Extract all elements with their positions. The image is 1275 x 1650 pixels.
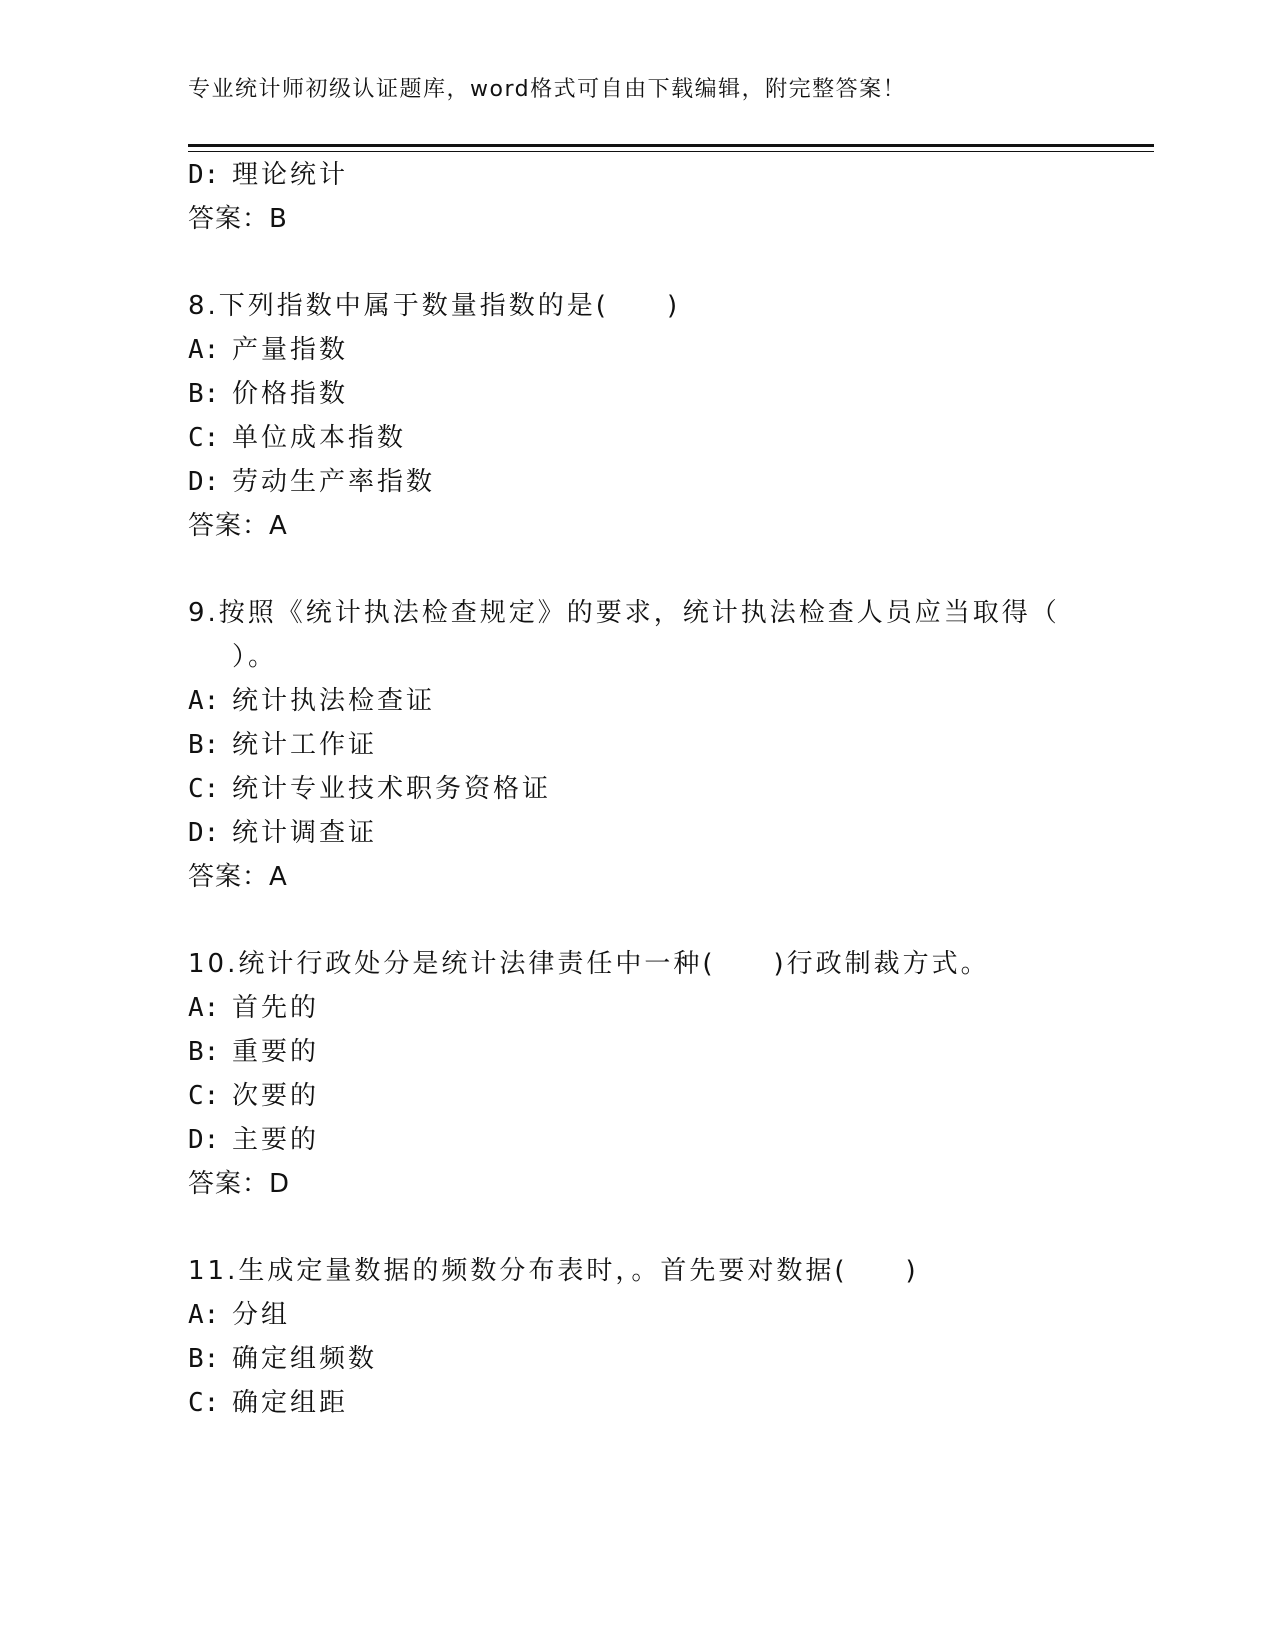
option-key: C: bbox=[188, 423, 220, 453]
q10-option-b bbox=[188, 1037, 319, 1067]
option-key: D: bbox=[188, 1125, 220, 1155]
q10-answer: 答案：D bbox=[188, 1169, 291, 1199]
q11-option-b bbox=[188, 1344, 377, 1374]
q8-option-b bbox=[188, 379, 348, 409]
q10-option-a bbox=[188, 993, 319, 1023]
option-key: C: bbox=[188, 1081, 220, 1111]
option-key: D: bbox=[188, 818, 220, 848]
option-key: B: bbox=[188, 379, 220, 409]
q9-option-c bbox=[188, 774, 551, 804]
header-rule-thin bbox=[188, 151, 1154, 152]
option-text: 分组 bbox=[232, 1300, 291, 1330]
q9-answer: 答案：A bbox=[188, 862, 288, 892]
option-key: B: bbox=[188, 1344, 220, 1374]
option-text: 统计工作证 bbox=[232, 730, 378, 760]
option-text: 次要的 bbox=[232, 1081, 320, 1111]
option-key: C: bbox=[188, 1388, 220, 1418]
option-key: B: bbox=[188, 730, 220, 760]
question-9: 9.按照《统计执法检查规定》的要求，统计执法检查人员应当取得（ bbox=[188, 598, 1060, 628]
option-text: 统计调查证 bbox=[232, 818, 378, 848]
option-text: 理论统计 bbox=[232, 160, 349, 190]
option-text: 首先的 bbox=[232, 993, 320, 1023]
header-rule-thick bbox=[188, 144, 1154, 147]
option-key: A: bbox=[188, 335, 220, 365]
option-key: C: bbox=[188, 774, 220, 804]
document-header: 专业统计师初级认证题库，word格式可自由下载编辑，附完整答案！ bbox=[188, 77, 907, 102]
question-8: 8.下列指数中属于数量指数的是( ) bbox=[188, 291, 681, 321]
option-text: 重要的 bbox=[232, 1037, 320, 1067]
answer-line: 答案：B bbox=[188, 204, 288, 234]
q10-option-d bbox=[188, 1125, 319, 1155]
option-text: 价格指数 bbox=[232, 379, 349, 409]
option-text: 单位成本指数 bbox=[232, 423, 407, 453]
q11-option-c bbox=[188, 1388, 348, 1418]
q9-option-b bbox=[188, 730, 377, 760]
option-text: 劳动生产率指数 bbox=[232, 467, 436, 497]
option-text: 统计专业技术职务资格证 bbox=[232, 774, 552, 804]
option-d bbox=[188, 160, 348, 190]
option-key: B: bbox=[188, 1037, 220, 1067]
q8-answer: 答案：A bbox=[188, 511, 288, 541]
q8-option-c bbox=[188, 423, 406, 453]
option-text: 统计执法检查证 bbox=[232, 686, 436, 716]
option-text: 主要的 bbox=[232, 1125, 320, 1155]
option-key: D: bbox=[188, 160, 220, 190]
q10-option-c bbox=[188, 1081, 319, 1111]
question-11: 11.生成定量数据的频数分布表时，。首先要对数据( ) bbox=[188, 1256, 919, 1286]
option-key: A: bbox=[188, 993, 220, 1023]
option-text: 产量指数 bbox=[232, 335, 349, 365]
option-text: 确定组频数 bbox=[232, 1344, 378, 1374]
option-key: A: bbox=[188, 686, 220, 716]
q11-option-a bbox=[188, 1300, 290, 1330]
option-text: 确定组距 bbox=[232, 1388, 349, 1418]
q8-option-a bbox=[188, 335, 348, 365]
q9-option-d bbox=[188, 818, 377, 848]
question-9-continuation: ）。 bbox=[232, 642, 278, 672]
q9-option-a bbox=[188, 686, 435, 716]
option-key: D: bbox=[188, 467, 220, 497]
q8-option-d bbox=[188, 467, 435, 497]
question-10: 10.统计行政处分是统计法律责任中一种( )行政制裁方式。 bbox=[188, 949, 990, 979]
option-key: A: bbox=[188, 1300, 220, 1330]
